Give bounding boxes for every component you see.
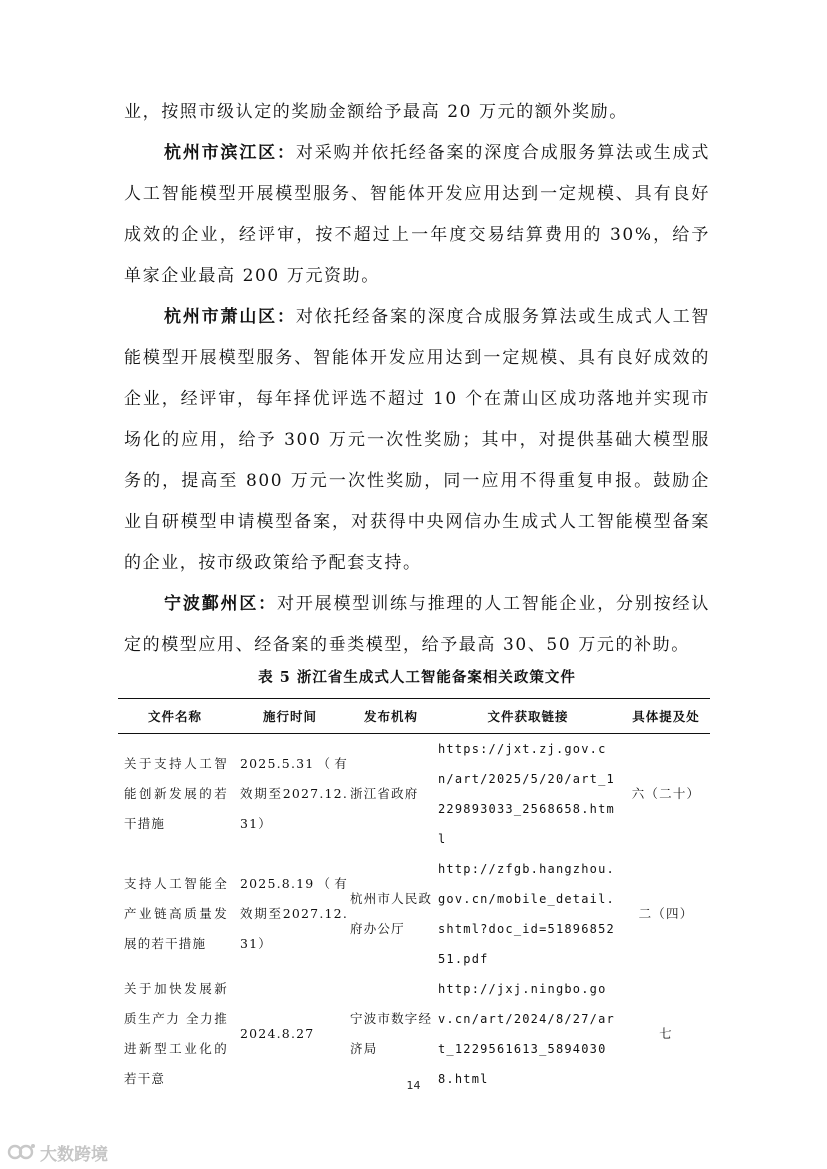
cell-location: 二（四） (638, 906, 694, 921)
paragraph-lead: 杭州市滨江区： (164, 143, 296, 163)
policy-table (118, 698, 710, 1094)
cell-file-name: 关于加快发展新质生产力 全力推进新型工业化的若干意 (124, 981, 228, 1086)
paragraph-lead: 宁波鄞州区： (164, 594, 278, 614)
header-file-name: 文件名称 (118, 699, 232, 734)
header-file-link: 文件获取链接 (434, 699, 622, 734)
cell-effective-date: 2024.8.27 (240, 1026, 315, 1041)
watermark-logo-icon (6, 1142, 36, 1162)
table-row (118, 734, 710, 855)
cell-location: 六（二十） (631, 786, 701, 801)
paragraph-binjiang (124, 133, 710, 297)
header-location: 具体提及处 (622, 699, 710, 734)
page-number: 14 (406, 1079, 421, 1092)
cell-file-name: 关于支持人工智能创新发展的若干措施 (124, 756, 228, 831)
paragraph-continuation (124, 92, 710, 133)
table-caption: 表 5 浙江省生成式人工智能备案相关政策文件 (258, 669, 576, 686)
header-issuing-org: 发布机构 (348, 699, 434, 734)
paragraph-text: 对依托经备案的深度合成服务算法或生成式人工智能模型开展模型服务、智能体开发应用达到一定规模、具有良好成效的企业，经评审，每年择优评选不超过 10 个在萧山区成功落地并实现市场化的应用，给予 300 万元一次性奖励；其中，对提供基础大模型服务的，提高至 800 万元一次性奖励，同一应用不得重复申报。鼓励企业自研模型申请模型备案，对获得中央网信办生成式人工智能模型备案的企业，按市级政策给予配套支持。 (124, 307, 711, 573)
watermark-text: 大数跨境 (40, 1144, 108, 1165)
watermark (6, 1141, 108, 1163)
paragraph-xiaoshan (124, 297, 710, 584)
paragraph-text: 对开展模型训练与推理的人工智能企业，分别按经认定的模型应用、经备案的垂类模型，给予最高 30、50 万元的补助。 (124, 594, 710, 655)
cell-effective-date: 2025.8.19（有效期至2027.12.31） (240, 876, 348, 951)
cell-file-name: 支持人工智能全产业链高质量发展的若干措施 (124, 876, 228, 951)
cell-issuing-org: 杭州市人民政府办公厅 (350, 891, 433, 936)
cell-effective-date: 2025.5.31（有效期至2027.12.31） (240, 756, 348, 831)
paragraph-yinzhou (124, 584, 710, 666)
paragraph-lead: 杭州市萧山区： (164, 307, 296, 327)
table-header-row (118, 699, 710, 734)
cell-file-link[interactable]: http://jxj.ningbo.gov.cn/art/2024/8/27/art_1229561613_58940308.html (438, 982, 615, 1086)
table-row (118, 854, 710, 974)
header-effective-date: 施行时间 (232, 699, 348, 734)
cell-location: 七 (659, 1026, 673, 1041)
paragraph-text: 业，按照市级认定的奖励金额给予最高 20 万元的额外奖励。 (124, 102, 628, 122)
paragraph-text: 对采购并依托经备案的深度合成服务算法或生成式人工智能模型开展模型服务、智能体开发应用达到一定规模、具有良好成效的企业，经评审，按不超过上一年度交易结算费用的 30%，给予单家企业最高 200 万元资助。 (124, 143, 711, 286)
cell-file-link[interactable]: http://zfgb.hangzhou.gov.cn/mobile_detail.shtml?doc_id=5189685251.pdf (438, 862, 615, 966)
cell-file-link[interactable]: https://jxt.zj.gov.cn/art/2025/5/20/art_1229893033_2568658.html (438, 742, 615, 846)
cell-issuing-org: 浙江省政府 (350, 786, 419, 801)
table-row (118, 974, 710, 1094)
cell-issuing-org: 宁波市数字经济局 (350, 1011, 433, 1056)
